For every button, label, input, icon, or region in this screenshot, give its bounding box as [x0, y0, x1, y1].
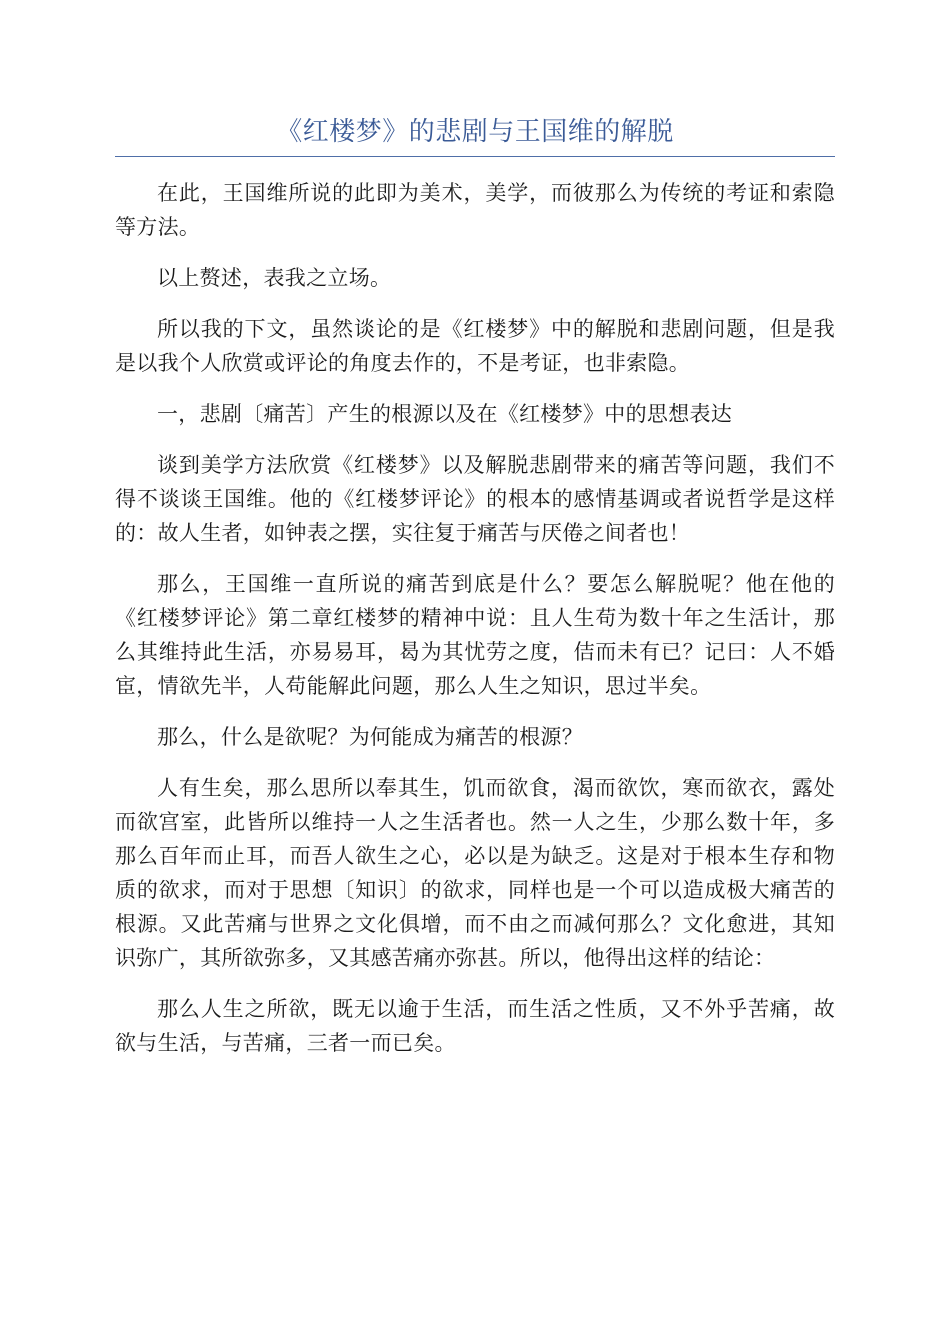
section-heading: 一，悲剧〔痛苦〕产生的根源以及在《红楼梦》中的思想表达 — [157, 402, 733, 426]
paragraph: 谈到美学方法欣赏《红楼梦》以及解脱悲剧带来的痛苦等问题，我们不得不谈谈王国维。他的《红楼梦评论》的根本的感情基调或者说哲学是这样的：故人生者，如钟表之摆，实往复于痛苦与厌倦之间者也！ — [115, 453, 835, 545]
paragraph: 那么，什么是欲呢？为何能成为痛苦的根源？ — [157, 725, 583, 749]
paragraph: 那么人生之所欲，既无以逾于生活，而生活之性质，又不外乎苦痛，故欲与生活，与苦痛，三者一而已矣。 — [115, 997, 835, 1055]
document-title: 《红楼梦》的悲剧与王国维的解脱 — [276, 117, 674, 147]
paragraph: 以上赘述，表我之立场。 — [157, 266, 392, 290]
document-body — [115, 176, 835, 1077]
paragraph: 那么，王国维一直所说的痛苦到底是什么？要怎么解脱呢？他在他的《红楼梦评论》第二章红楼梦的精神中说：且人生苟为数十年之生活计，那么其维持此生活，亦易易耳，曷为其忧劳之度，佶而未有已？记曰：人不婚宦，情欲先半，人苟能解此问题，那么人生之知识，思过半矣。 — [115, 572, 835, 698]
paragraph: 所以我的下文，虽然谈论的是《红楼梦》中的解脱和悲剧问题，但是我是以我个人欣赏或评论的角度去作的，不是考证，也非索隐。 — [115, 317, 835, 375]
paragraph: 在此，王国维所说的此即为美术，美学，而彼那么为传统的考证和索隐等方法。 — [115, 181, 835, 239]
title-block — [115, 112, 835, 157]
paragraph: 人有生矣，那么思所以奉其生，饥而欲食，渴而欲饮，寒而欲衣，露处而欲宫室，此皆所以维持一人之生活者也。然一人之生，少那么数十年，多那么百年而止耳，而吾人欲生之心，必以是为缺乏。这是对于根本生存和物质的欲求，而对于思想〔知识〕的欲求，同样也是一个可以造成极大痛苦的根源。又此苦痛与世界之文化俱增，而不由之而减何那么？文化愈进，其知识弥广，其所欲弥多，又其感苦痛亦弥甚。所以，他得出这样的结论： — [115, 776, 835, 970]
